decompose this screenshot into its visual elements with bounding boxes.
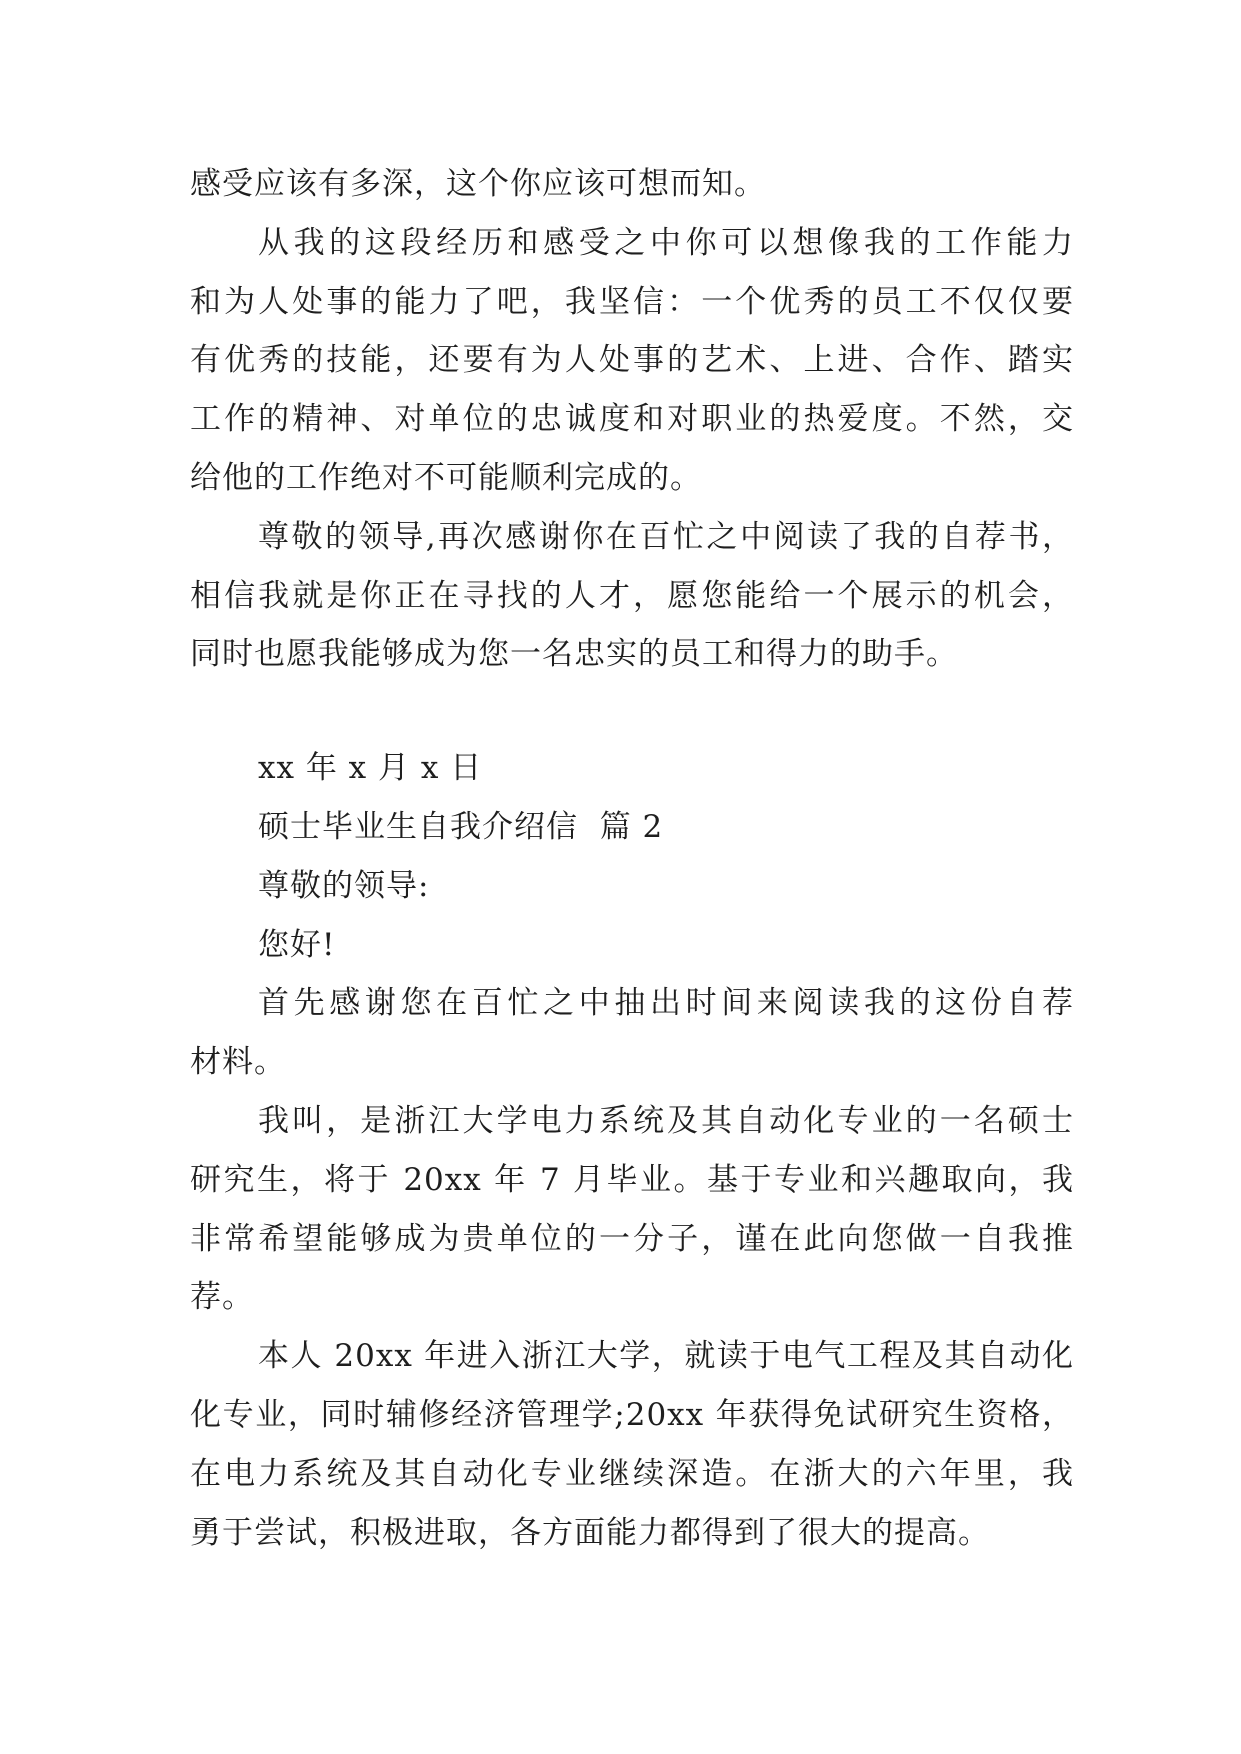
paragraph-continuation	[190, 155, 1074, 214]
text-line: 从我的这段经历和感受之中你可以想像我的工作能力	[258, 224, 1074, 261]
paragraph-abilities	[190, 214, 1074, 508]
paragraph-closing	[190, 508, 1074, 684]
text-line: 有优秀的技能，还要有为人处事的艺术、上进、合作、踏实	[190, 342, 1074, 379]
text-line: 本人 20xx 年进入浙江大学，就读于电气工程及其自动化	[258, 1338, 1074, 1375]
text-line: 相信我就是你正在寻找的人才，愿您能给一个展示的机会，	[190, 577, 1074, 614]
text-line: 非常希望能够成为贵单位的一分子，谨在此向您做一自我推	[190, 1220, 1074, 1257]
text-line: 和为人处事的能力了吧，我坚信：一个优秀的员工不仅仅要	[190, 283, 1074, 320]
salutation: 尊敬的领导:	[258, 867, 430, 904]
document-body	[190, 155, 1074, 1562]
date-line: xx 年 x 月 x 日	[258, 750, 483, 787]
paragraph-introduction	[190, 1092, 1074, 1327]
letter-title: 硕士毕业生自我介绍信 篇 2	[258, 808, 664, 845]
text-line: 同时也愿我能够成为您一名忠实的员工和得力的助手。	[190, 636, 958, 673]
paragraph-thanks	[190, 974, 1074, 1092]
text-line: 在电力系统及其自动化专业继续深造。在浙大的六年里，我	[190, 1455, 1074, 1492]
text-line: 首先感谢您在百忙之中抽出时间来阅读我的这份自荐	[258, 985, 1074, 1022]
text-line: 荐。	[190, 1279, 254, 1316]
text-line: 勇于尝试，积极进取，各方面能力都得到了很大的提高。	[190, 1514, 990, 1551]
text-line: 给他的工作绝对不可能顺利完成的。	[190, 459, 702, 496]
text-line: 我叫，是浙江大学电力系统及其自动化专业的一名硕士	[258, 1102, 1074, 1139]
text-line: 化专业，同时辅修经济管理学;20xx 年获得免试研究生资格，	[190, 1396, 1074, 1433]
greeting: 您好!	[258, 926, 336, 963]
text-line: 工作的精神、对单位的忠诚度和对职业的热爱度。不然，交	[190, 401, 1074, 438]
text-line: 尊敬的领导,再次感谢你在百忙之中阅读了我的自荐书，	[258, 518, 1074, 555]
text-line: 研究生，将于 20xx 年 7 月毕业。基于专业和兴趣取向，我	[190, 1161, 1074, 1198]
text-line: 材料。	[190, 1044, 286, 1081]
text-line: 感受应该有多深，这个你应该可想而知。	[190, 166, 766, 202]
paragraph-education	[190, 1327, 1074, 1562]
